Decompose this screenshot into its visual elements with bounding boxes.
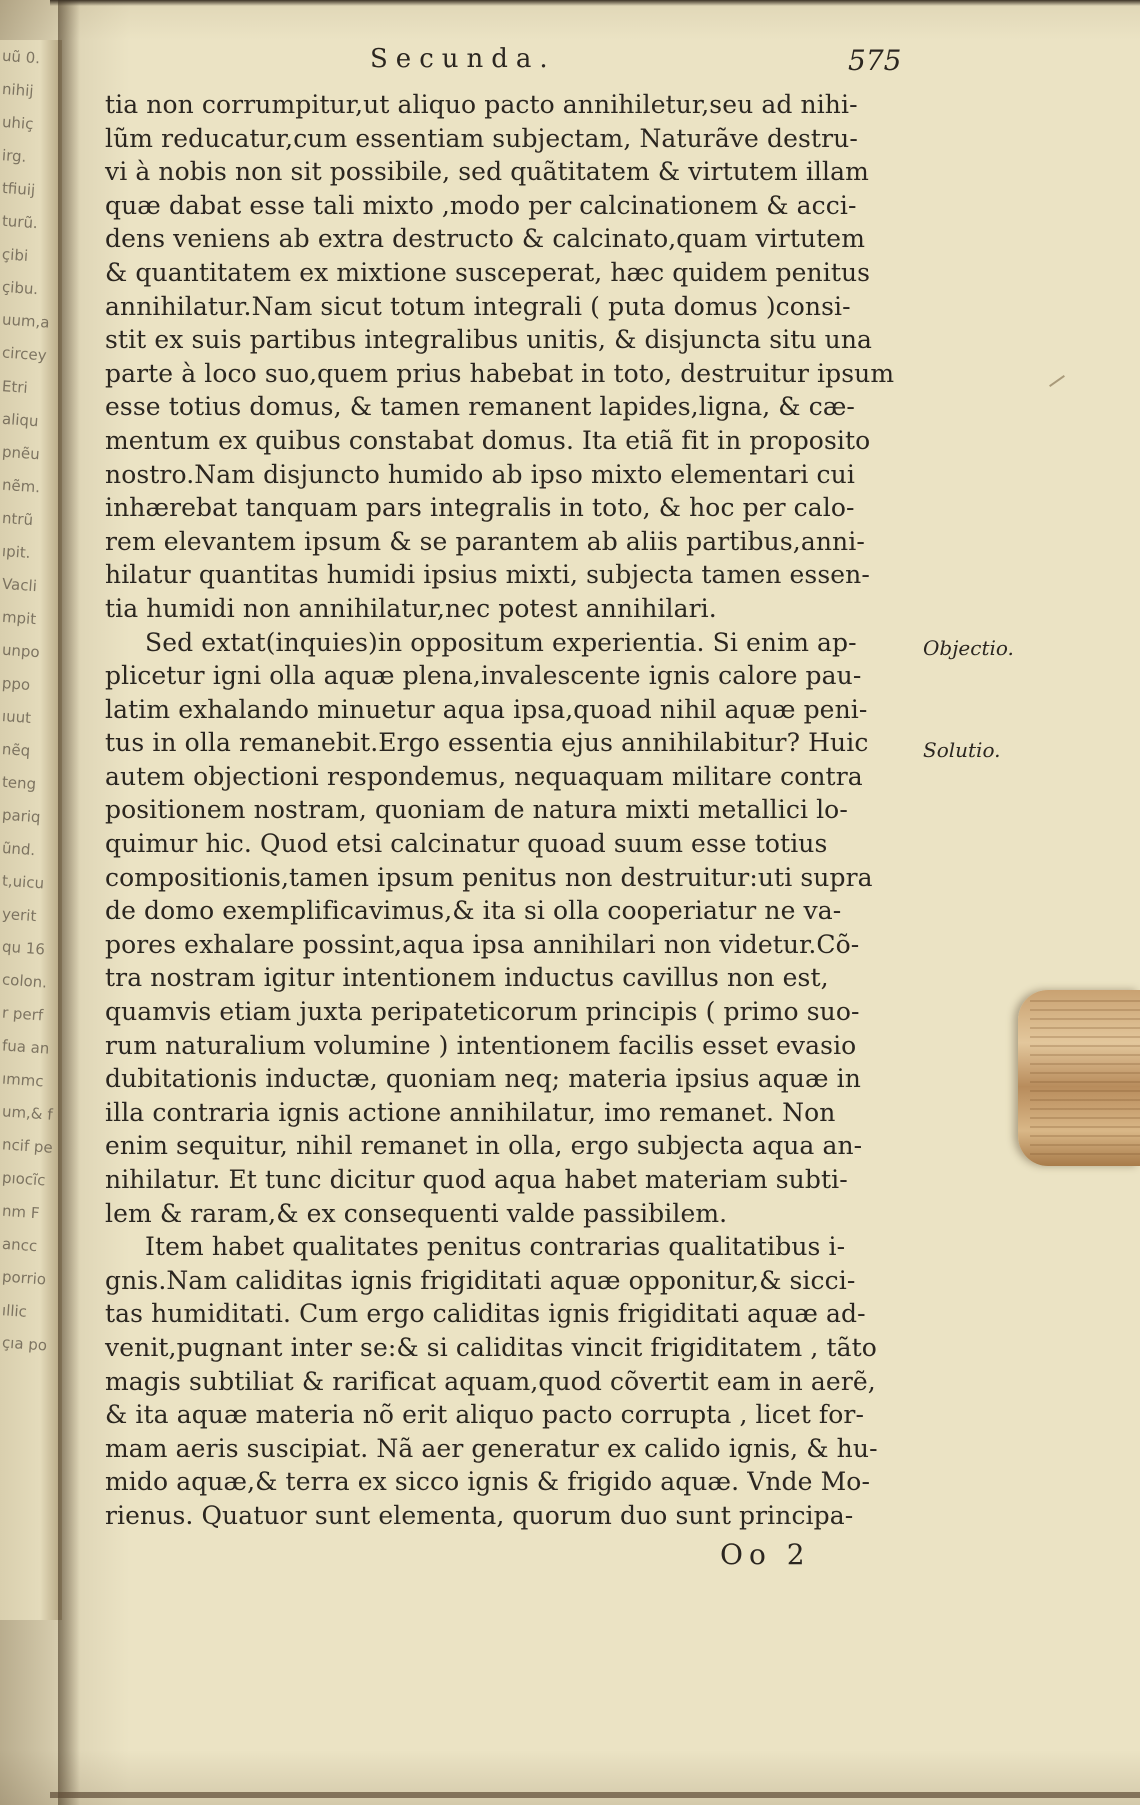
- text-line: Item habet qualitates penitus contrarias qualitatibus i-: [145, 1232, 846, 1262]
- bleed-fragment: turũ.: [1, 211, 39, 233]
- text-line: lũm reducatur,cum essentiam subjectam, Naturãve destru-: [105, 123, 858, 153]
- page-number: 575: [848, 44, 902, 77]
- bleed-fragment: qu 16: [1, 937, 46, 959]
- text-line: quimur hic. Quod etsi calcinatur quoad suum esse totius: [105, 829, 828, 859]
- text-line: annihilatur.Nam sicut totum integrali ( puta domus )consi-: [105, 291, 851, 321]
- bleed-fragment: çibu.: [1, 277, 39, 299]
- bleed-fragment: pnẽu: [1, 442, 41, 464]
- marginal-note-objectio: Objectio.: [923, 636, 1014, 660]
- text-line: inhærebat tanquam pars integralis in toto, & hoc per calo-: [105, 493, 855, 523]
- bleed-fragment: fua an: [1, 1036, 51, 1058]
- text-line: & quantitatem ex mixtione susceperat, hæc quidem penitus: [105, 257, 871, 287]
- bleed-fragment: ancc: [1, 1234, 38, 1256]
- text-line: Sed extat(inquies)in oppositum experientia. Si enim ap-: [145, 627, 857, 657]
- bleed-fragment: uũ 0.: [1, 46, 41, 68]
- text-line: tus in olla remanebit.Ergo essentia ejus annihilabitur? Huic: [105, 728, 869, 758]
- bleed-fragment: r perf: [1, 1003, 44, 1025]
- text-line: compositionis,tamen ipsum penitus non destruitur:uti supra: [105, 862, 873, 892]
- body-text: [105, 88, 905, 1533]
- text-line: de domo exemplificavimus,& ita si olla cooperiatur ne va-: [105, 896, 842, 926]
- text-line: & ita aquæ materia nõ erit aliquo pacto corrupta , licet for-: [105, 1400, 865, 1430]
- bleed-fragment: uum,a: [1, 310, 51, 332]
- text-line: nihilatur. Et tunc dicitur quod aqua habet materiam subti-: [105, 1165, 848, 1194]
- bleed-fragment: ppo: [1, 674, 31, 694]
- facing-page-edge: [0, 40, 62, 1620]
- text-line: quæ dabat esse tali mixto ,modo per calcinationem & acci-: [105, 190, 857, 220]
- bleed-fragment: nẽm.: [1, 475, 41, 497]
- text-line: tia humidi non annihilatur,nec potest annihilari.: [105, 593, 717, 623]
- bleed-fragment: çibi: [1, 245, 29, 265]
- bleed-fragment: pariq: [1, 805, 42, 827]
- bleed-fragment: nẽq: [1, 740, 31, 760]
- text-line: rum naturalium volumine ) intentionem facilis esset evasio: [105, 1030, 857, 1060]
- text-line: rem elevantem ipsum & se parantem ab aliis partibus,anni-: [105, 526, 865, 556]
- bleed-fragment: yerit: [1, 904, 37, 926]
- text-line: rienus. Quatuor sunt elementa, quorum duo sunt principa-: [105, 1500, 854, 1530]
- text-line: autem objectioni respondemus, nequaquam militare contra: [105, 761, 863, 791]
- signature-mark: Oo 2: [720, 1538, 811, 1571]
- running-head: Secunda.: [370, 44, 556, 74]
- bleed-fragment: irg.: [1, 146, 27, 166]
- text-line: vi à nobis non sit possibile, sed quãtitatem & virtutem illam: [105, 157, 869, 187]
- bleed-fragment: colon.: [1, 970, 48, 992]
- text-line: gnis.Nam caliditas ignis frigiditati aquæ opponitur,& sicci-: [105, 1265, 856, 1295]
- gutter-shadow: [58, 0, 80, 1805]
- text-line: esse totius domus, & tamen remanent lapides,ligna, & cæ-: [105, 392, 855, 422]
- bleed-fragment: ımmc: [1, 1069, 45, 1091]
- text-line: dens veniens ab extra destructo & calcinato,quam virtutem: [105, 224, 866, 254]
- text-line: positionem nostram, quoniam de natura mixti metallici lo-: [105, 795, 848, 825]
- bleed-fragment: ũnd.: [1, 838, 36, 860]
- bleed-fragment: pıocĩc: [1, 1168, 47, 1190]
- top-edge: [50, 0, 1140, 6]
- text-line: stit ex suis partibus integralibus unitis, & disjuncta situ una: [105, 325, 873, 355]
- bleed-fragment: um,& f: [1, 1102, 54, 1124]
- text-line: mam aeris suscipiat. Nã aer generatur ex calido ignis, & hu-: [105, 1433, 878, 1463]
- text-line: tia non corrumpitur,ut aliquo pacto annihiletur,seu ad nihi-: [105, 90, 858, 119]
- text-line: enim sequitur, nihil remanet in olla, ergo subjecta aqua an-: [105, 1131, 863, 1161]
- bottom-edge: [50, 1792, 1140, 1798]
- bleed-fragment: ncif pe: [1, 1135, 54, 1157]
- marginal-note-solutio: Solutio.: [923, 738, 1001, 762]
- text-line: plicetur igni olla aquæ plena,invalescente ignis calore pau-: [105, 661, 862, 691]
- bleed-fragment: Vacli: [1, 574, 38, 596]
- bleed-fragment: aliqu: [1, 409, 40, 431]
- bleed-fragment: nm F: [1, 1201, 41, 1223]
- bleed-fragment: ıpit.: [1, 542, 32, 562]
- bleed-fragment: ıuut: [1, 707, 32, 727]
- text-line: latim exhalando minuetur aqua ipsa,quoad nihil aquæ peni-: [105, 694, 868, 724]
- text-line: parte à loco suo,quem prius habebat in toto, destruitur ipsum: [105, 358, 895, 388]
- bleed-fragment: ıllic: [1, 1301, 28, 1321]
- bleed-fragment: t,uicu: [1, 871, 45, 893]
- text-line: venit,pugnant inter se:& si caliditas vincit frigiditatem , tãto: [105, 1332, 877, 1362]
- bleed-fragment: çıa po: [1, 1333, 48, 1355]
- bleed-fragment: mpit: [1, 607, 37, 629]
- text-line: mido aquæ,& terra ex sicco ignis & frigido aquæ. Vnde Mo-: [105, 1467, 870, 1497]
- bleed-fragment: circey: [1, 343, 48, 365]
- text-line: tra nostram igitur intentionem inductus cavillus non est,: [105, 963, 829, 993]
- text-line: nostro.Nam disjuncto humido ab ipso mixto elementari cui: [105, 459, 855, 489]
- text-line: illa contraria ignis actione annihilatur, imo remanet. Non: [105, 1097, 836, 1127]
- bleed-fragment: teng: [1, 772, 37, 794]
- bleed-fragment: porrio: [1, 1267, 47, 1289]
- text-line: hilatur quantitas humidi ipsius mixti, subjecta tamen essen-: [105, 560, 870, 590]
- text-line: pores exhalare possint,aqua ipsa annihilari non videtur.Cõ-: [105, 929, 860, 959]
- paper-mark: [1049, 375, 1065, 387]
- bleed-fragment: unpo: [1, 640, 41, 662]
- bleed-fragment: uhiç: [1, 112, 35, 134]
- bleed-fragment: nihij: [1, 79, 35, 101]
- text-line: tas humiditati. Cum ergo caliditas ignis frigiditati aquæ ad-: [105, 1299, 866, 1329]
- text-line: magis subtiliat & rarificat aquam,quod cõvertit eam in aerẽ,: [105, 1366, 876, 1396]
- bleed-fragment: ntrũ: [1, 508, 34, 530]
- page-tab-grain: [1030, 1000, 1140, 1156]
- text-line: mentum ex quibus constabat domus. Ita etiã fit in proposito: [105, 425, 871, 455]
- text-line: dubitationis inductæ, quoniam neq; materia ipsius aquæ in: [105, 1064, 861, 1094]
- bleed-fragment: tfiuij: [1, 178, 36, 200]
- text-line: lem & raram,& ex consequenti valde passibilem.: [105, 1198, 728, 1228]
- bleed-fragment: Etri: [1, 377, 29, 397]
- text-line: quamvis etiam juxta peripateticorum principis ( primo suo-: [105, 997, 860, 1027]
